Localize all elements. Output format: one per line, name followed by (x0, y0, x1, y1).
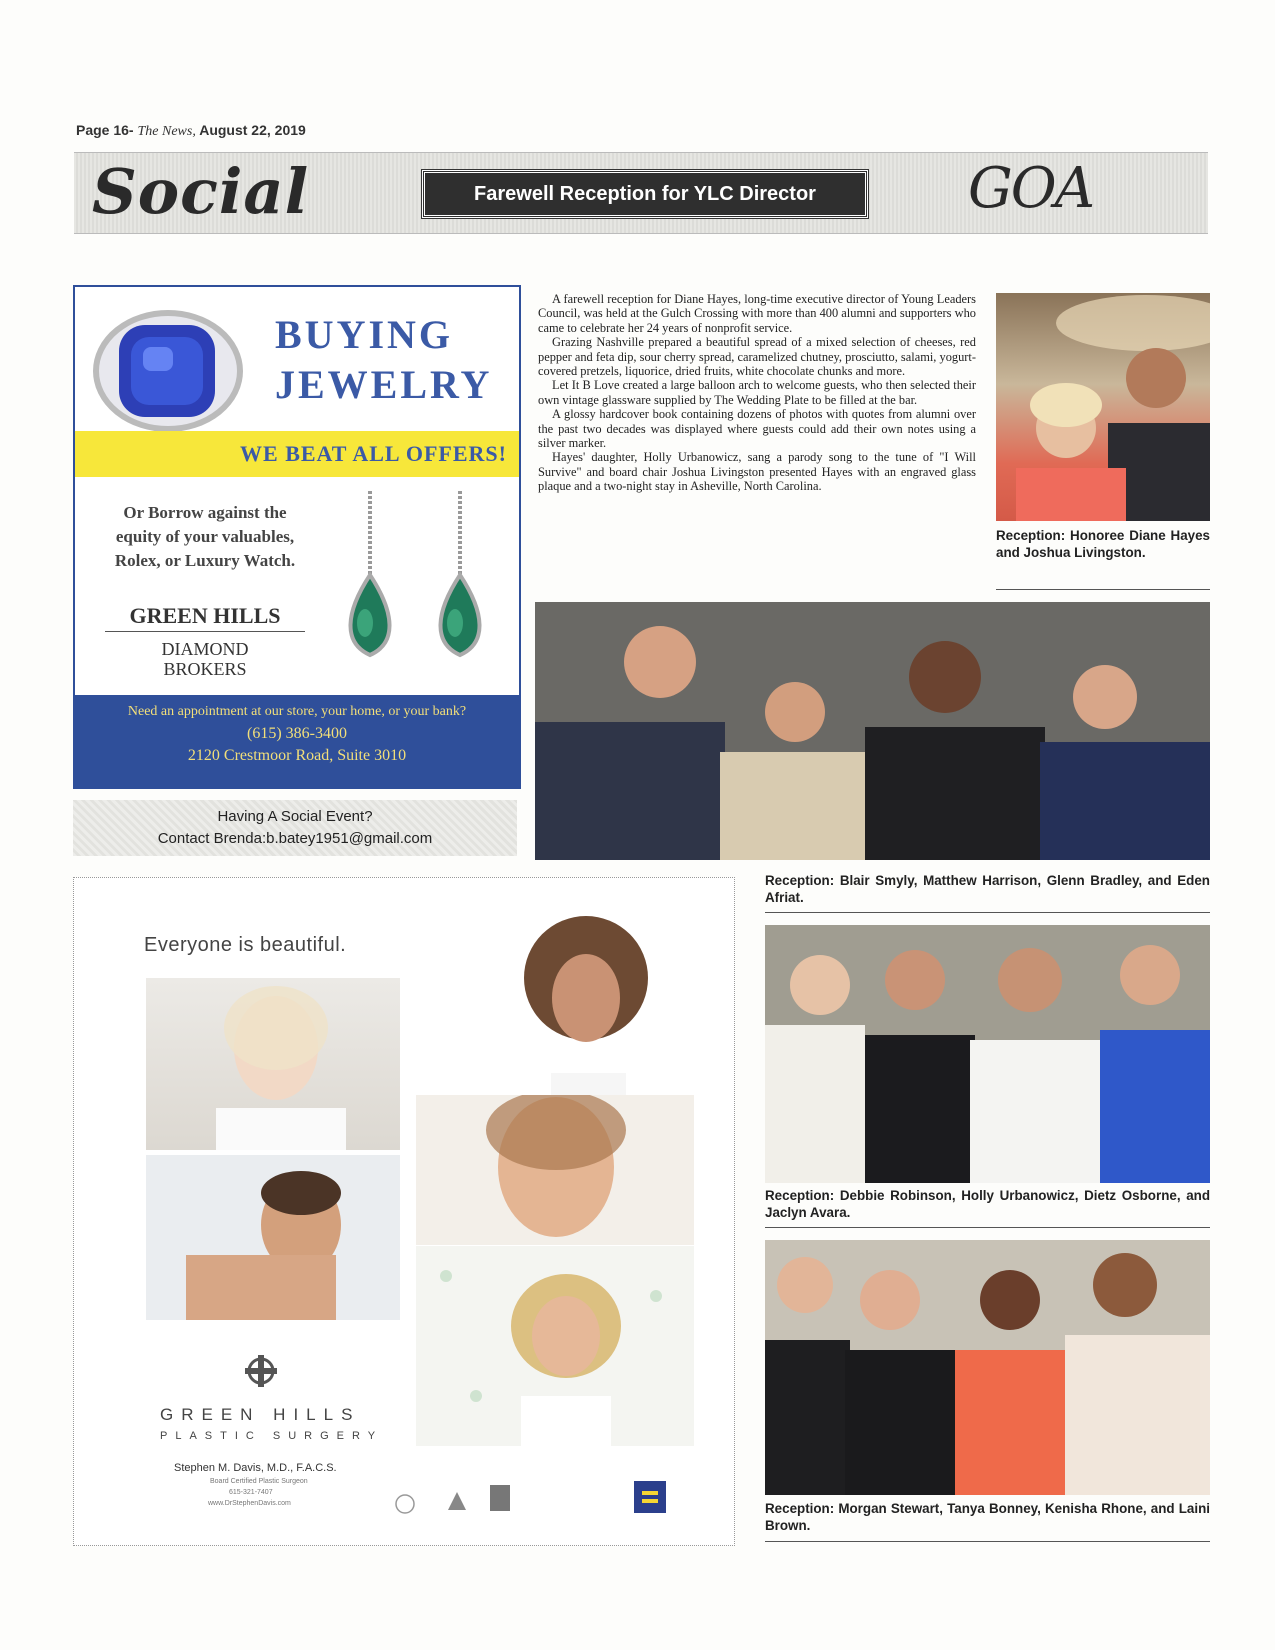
article-paragraph: Grazing Nashville prepared a beautiful spread of a mixed selection of cheeses, red pepper and feta dip, sour cherry spread, caramelized chutney, prosciutto, salami, yogurt-covered pretzels, liquorice, dried fruits, white chocolate chunks and more. (538, 335, 976, 379)
article-paragraph: A farewell reception for Diane Hayes, long-time executive director of Young Leaders Council, was held at the Gulch Crossing with more than 400 alumni and supporters who came to celebrate her 24 years of nonprofit service. (538, 292, 976, 335)
ad-contact-footer (75, 695, 519, 787)
divider (765, 912, 1210, 913)
brand-name: GREEN HILLS (105, 603, 305, 632)
society-logo-icon (444, 1488, 470, 1514)
plastic-surgery-advertisement (73, 877, 735, 1546)
photo-caption: Reception: Morgan Stewart, Tanya Bonney, Kenisha Rhone, and Laini Brown. (765, 1501, 1210, 1533)
board-seal-icon (489, 1484, 511, 1512)
equality-logo-icon (634, 1481, 666, 1513)
photo-scene (416, 1246, 694, 1446)
model-photo-woman-blonde (146, 978, 400, 1150)
photo-caption: Reception: Blair Smyly, Matthew Harrison, Glenn Bradley, and Eden Afriat. (765, 873, 1210, 905)
photo-scene (146, 978, 400, 1150)
borrow-line: Rolex, or Luxury Watch. (114, 551, 296, 570)
model-photo-woman-curly-hair (466, 908, 696, 1113)
surgery-brand-name: GREEN HILLS (160, 1405, 361, 1424)
article-paragraph: A glossy hardcover book containing dozens of photos with quotes from alumni over the past two decades was displayed where guests could add their own notes using a silver marker. (538, 407, 976, 451)
divider (765, 1541, 1210, 1542)
divider (765, 1227, 1210, 1228)
photo-scene (146, 1155, 400, 1320)
equality-bar (642, 1499, 658, 1503)
photo-caption: Reception: Honoree Diane Hayes and Joshua Livingston. (996, 528, 1210, 560)
emerald-earrings-image (325, 483, 505, 683)
publication-name: The News, (137, 124, 196, 139)
monogram-logo: GOA (968, 156, 1094, 221)
photo-group-four-men (535, 602, 1210, 860)
page-folio (76, 122, 306, 140)
phone-number: (615) 386-3400 (247, 725, 347, 742)
social-event-contact (73, 800, 517, 856)
borrow-line: equity of your valuables, (115, 527, 295, 546)
doctor-phone: 615-321-7407 (229, 1489, 273, 1496)
photo-scene (765, 1240, 1210, 1495)
surgery-brand-subtitle: PLASTIC SURGERY (160, 1430, 384, 1442)
social-event-line: Having A Social Event? (217, 808, 373, 825)
ad-headline-line1: BUYING (275, 312, 454, 357)
borrow-text (85, 501, 325, 573)
appointment-text: Need an appointment at our store, your home, or your bank? (127, 704, 467, 719)
page-number: Page 16- (76, 122, 134, 138)
brand-subtitle: BROKERS (163, 659, 247, 679)
store-address: 2120 Crestmoor Road, Suite 3010 (187, 747, 407, 764)
doctor-website: www.DrStephenDavis.com (208, 1500, 291, 1507)
article-paragraph: Hayes' daughter, Holly Urbanowicz, sang a parody song to the tune of "I Will Survive" and board chair Joshua Livingston presented Hayes with an engraved glass plaque and a two-night stay in Asheville, North Carolina. (538, 450, 976, 494)
photo-group-four-women (765, 1240, 1210, 1495)
article-headline: Farewell Reception for YLC Director (422, 170, 868, 218)
celtic-cross-logo-icon (244, 1353, 278, 1389)
accreditation-seal-icon (394, 1493, 416, 1515)
doctor-title: Board Certified Plastic Surgeon (210, 1478, 308, 1485)
section-title: Social (92, 155, 310, 228)
brand-subtitle: DIAMOND (161, 639, 249, 659)
borrow-line: Or Borrow against the (123, 503, 287, 522)
photo-honoree-diane-hayes (996, 293, 1210, 521)
model-photo-woman-blowing-kiss (416, 1246, 694, 1446)
photo-caption: Reception: Debbie Robinson, Holly Urbanowicz, Dietz Osborne, and Jaclyn Avara. (765, 1188, 1210, 1220)
contact-email: Contact Brenda:b.batey1951@gmail.com (157, 830, 433, 847)
photo-scene (765, 925, 1210, 1183)
photo-scene (535, 602, 1210, 860)
photo-scene (416, 1095, 694, 1245)
photo-group-four-guests (765, 925, 1210, 1183)
ad-tagline: Everyone is beautiful. (144, 934, 347, 956)
model-photo-woman-smiling (416, 1095, 694, 1245)
divider (996, 589, 1210, 590)
jewelry-advertisement (73, 285, 521, 789)
article-body (538, 292, 976, 494)
equality-bar (642, 1491, 658, 1495)
doctor-name: Stephen M. Davis, M.D., F.A.C.S. (174, 1462, 337, 1474)
ad-headline-line2: JEWELRY (275, 362, 493, 407)
article-paragraph: Let It B Love created a large balloon arch to welcome guests, who then selected their own vintage glassware supplied by The Wedding Plate to be filled at the bar. (538, 378, 976, 407)
photo-scene (996, 293, 1210, 521)
issue-date: August 22, 2019 (199, 122, 306, 138)
model-photo-man-bathing (146, 1155, 400, 1320)
offer-banner: WE BEAT ALL OFFERS! (75, 431, 519, 477)
sapphire-ring-image (91, 303, 245, 439)
photo-scene (466, 908, 696, 1113)
